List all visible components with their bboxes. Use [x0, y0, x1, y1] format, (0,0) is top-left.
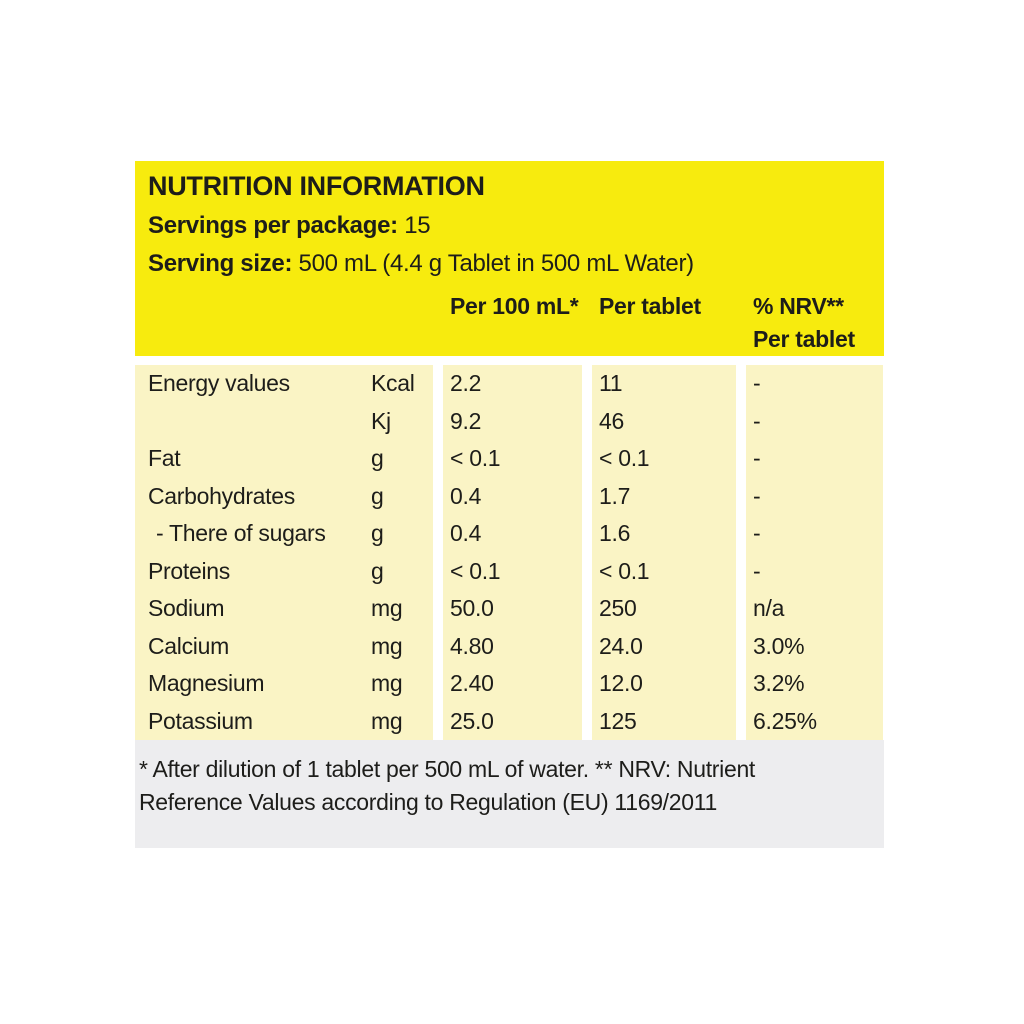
cell-per-tablet: 11	[592, 365, 736, 403]
cell-per-tablet: 1.6	[592, 515, 736, 553]
column-header-nrv-line2: Per tablet	[753, 326, 855, 352]
table-row	[135, 515, 884, 553]
table-row	[135, 553, 884, 591]
nutrient-cell	[135, 440, 433, 478]
cell-nrv: -	[746, 403, 883, 441]
cell-per-tablet: 250	[592, 590, 736, 628]
nutrient-cell	[135, 478, 433, 516]
nutrient-unit: mg	[371, 595, 403, 622]
column-header-nrv-line1: % NRV**	[753, 293, 844, 319]
label-title: NUTRITION INFORMATION	[148, 171, 485, 201]
cell-per-100ml: 25.0	[443, 703, 582, 741]
cell-per-100ml: 2.2	[443, 365, 582, 403]
column-header-per-tablet: Per tablet	[599, 293, 701, 319]
cell-per-tablet: 24.0	[592, 628, 736, 666]
cell-per-100ml: 0.4	[443, 478, 582, 516]
cell-per-100ml: 50.0	[443, 590, 582, 628]
servings-value: 15	[404, 212, 431, 239]
servings-label: Servings per package:	[148, 212, 398, 239]
cell-per-tablet: < 0.1	[592, 553, 736, 591]
cell-per-tablet: < 0.1	[592, 440, 736, 478]
nutrient-unit: mg	[371, 670, 403, 697]
serving-size-label: Serving size:	[148, 250, 293, 277]
servings-line	[148, 213, 876, 239]
column-header-spacer	[135, 290, 433, 356]
cell-per-100ml: < 0.1	[443, 440, 582, 478]
nutrient-label: Carbohydrates	[148, 482, 295, 509]
table-body	[135, 365, 884, 740]
cell-nrv: -	[746, 365, 883, 403]
cell-nrv: -	[746, 553, 883, 591]
nutrient-label: Energy values	[148, 370, 290, 397]
cell-per-100ml: 9.2	[443, 403, 582, 441]
table-row	[135, 703, 884, 741]
nutrient-unit: mg	[371, 632, 403, 659]
nutrient-label: Fat	[148, 445, 181, 472]
footnote-line-2: Reference Values according to Regulation (EU) 1169/2011	[139, 789, 718, 815]
footnote	[135, 740, 884, 848]
table-row	[135, 478, 884, 516]
nutrient-cell	[135, 553, 433, 591]
cell-nrv: -	[746, 440, 883, 478]
column-headers	[135, 290, 876, 356]
nutrient-unit: mg	[371, 707, 403, 734]
nutrient-unit: Kcal	[371, 370, 415, 397]
nutrient-cell	[135, 590, 433, 628]
table-row	[135, 590, 884, 628]
nutrient-label: Potassium	[148, 707, 253, 734]
nutrient-cell	[135, 665, 433, 703]
nutrient-unit: g	[371, 557, 384, 584]
cell-per-100ml: 0.4	[443, 515, 582, 553]
nutrient-label: Proteins	[148, 557, 230, 584]
nutrient-cell	[135, 703, 433, 741]
cell-per-tablet: 12.0	[592, 665, 736, 703]
nutrient-unit: g	[371, 520, 384, 547]
nutrient-label: Magnesium	[148, 670, 265, 697]
nutrient-label: - There of sugars	[156, 520, 326, 547]
footnote-line-1: * After dilution of 1 tablet per 500 mL of water. ** NRV: Nutrient	[139, 756, 756, 782]
cell-per-tablet: 46	[592, 403, 736, 441]
cell-nrv: 3.0%	[746, 628, 883, 666]
nutrient-unit: g	[371, 445, 384, 472]
table-row	[135, 628, 884, 666]
table-row	[135, 403, 884, 441]
nutrient-label: Sodium	[148, 595, 225, 622]
table-row	[135, 665, 884, 703]
nutrient-label: Calcium	[148, 632, 229, 659]
nutrient-unit: g	[371, 482, 384, 509]
nutrient-cell	[135, 403, 433, 441]
cell-nrv: -	[746, 478, 883, 516]
cell-per-tablet: 1.7	[592, 478, 736, 516]
nutrition-label	[135, 161, 884, 848]
cell-nrv: 3.2%	[746, 665, 883, 703]
cell-nrv: n/a	[746, 590, 883, 628]
cell-nrv: 6.25%	[746, 703, 883, 741]
table-row	[135, 365, 884, 403]
serving-size-line	[148, 251, 876, 277]
column-header-per-100ml: Per 100 mL*	[450, 293, 579, 319]
cell-per-tablet: 125	[592, 703, 736, 741]
nutrient-cell	[135, 365, 433, 403]
cell-per-100ml: < 0.1	[443, 553, 582, 591]
nutrient-unit: Kj	[371, 407, 391, 434]
cell-nrv: -	[746, 515, 883, 553]
cell-per-100ml: 4.80	[443, 628, 582, 666]
serving-size-value: 500 mL (4.4 g Tablet in 500 mL Water)	[298, 250, 694, 277]
label-header	[135, 161, 884, 356]
nutrient-cell	[135, 515, 433, 553]
cell-per-100ml: 2.40	[443, 665, 582, 703]
table-row	[135, 440, 884, 478]
nutrient-cell	[135, 628, 433, 666]
column-header-nrv	[746, 290, 883, 356]
